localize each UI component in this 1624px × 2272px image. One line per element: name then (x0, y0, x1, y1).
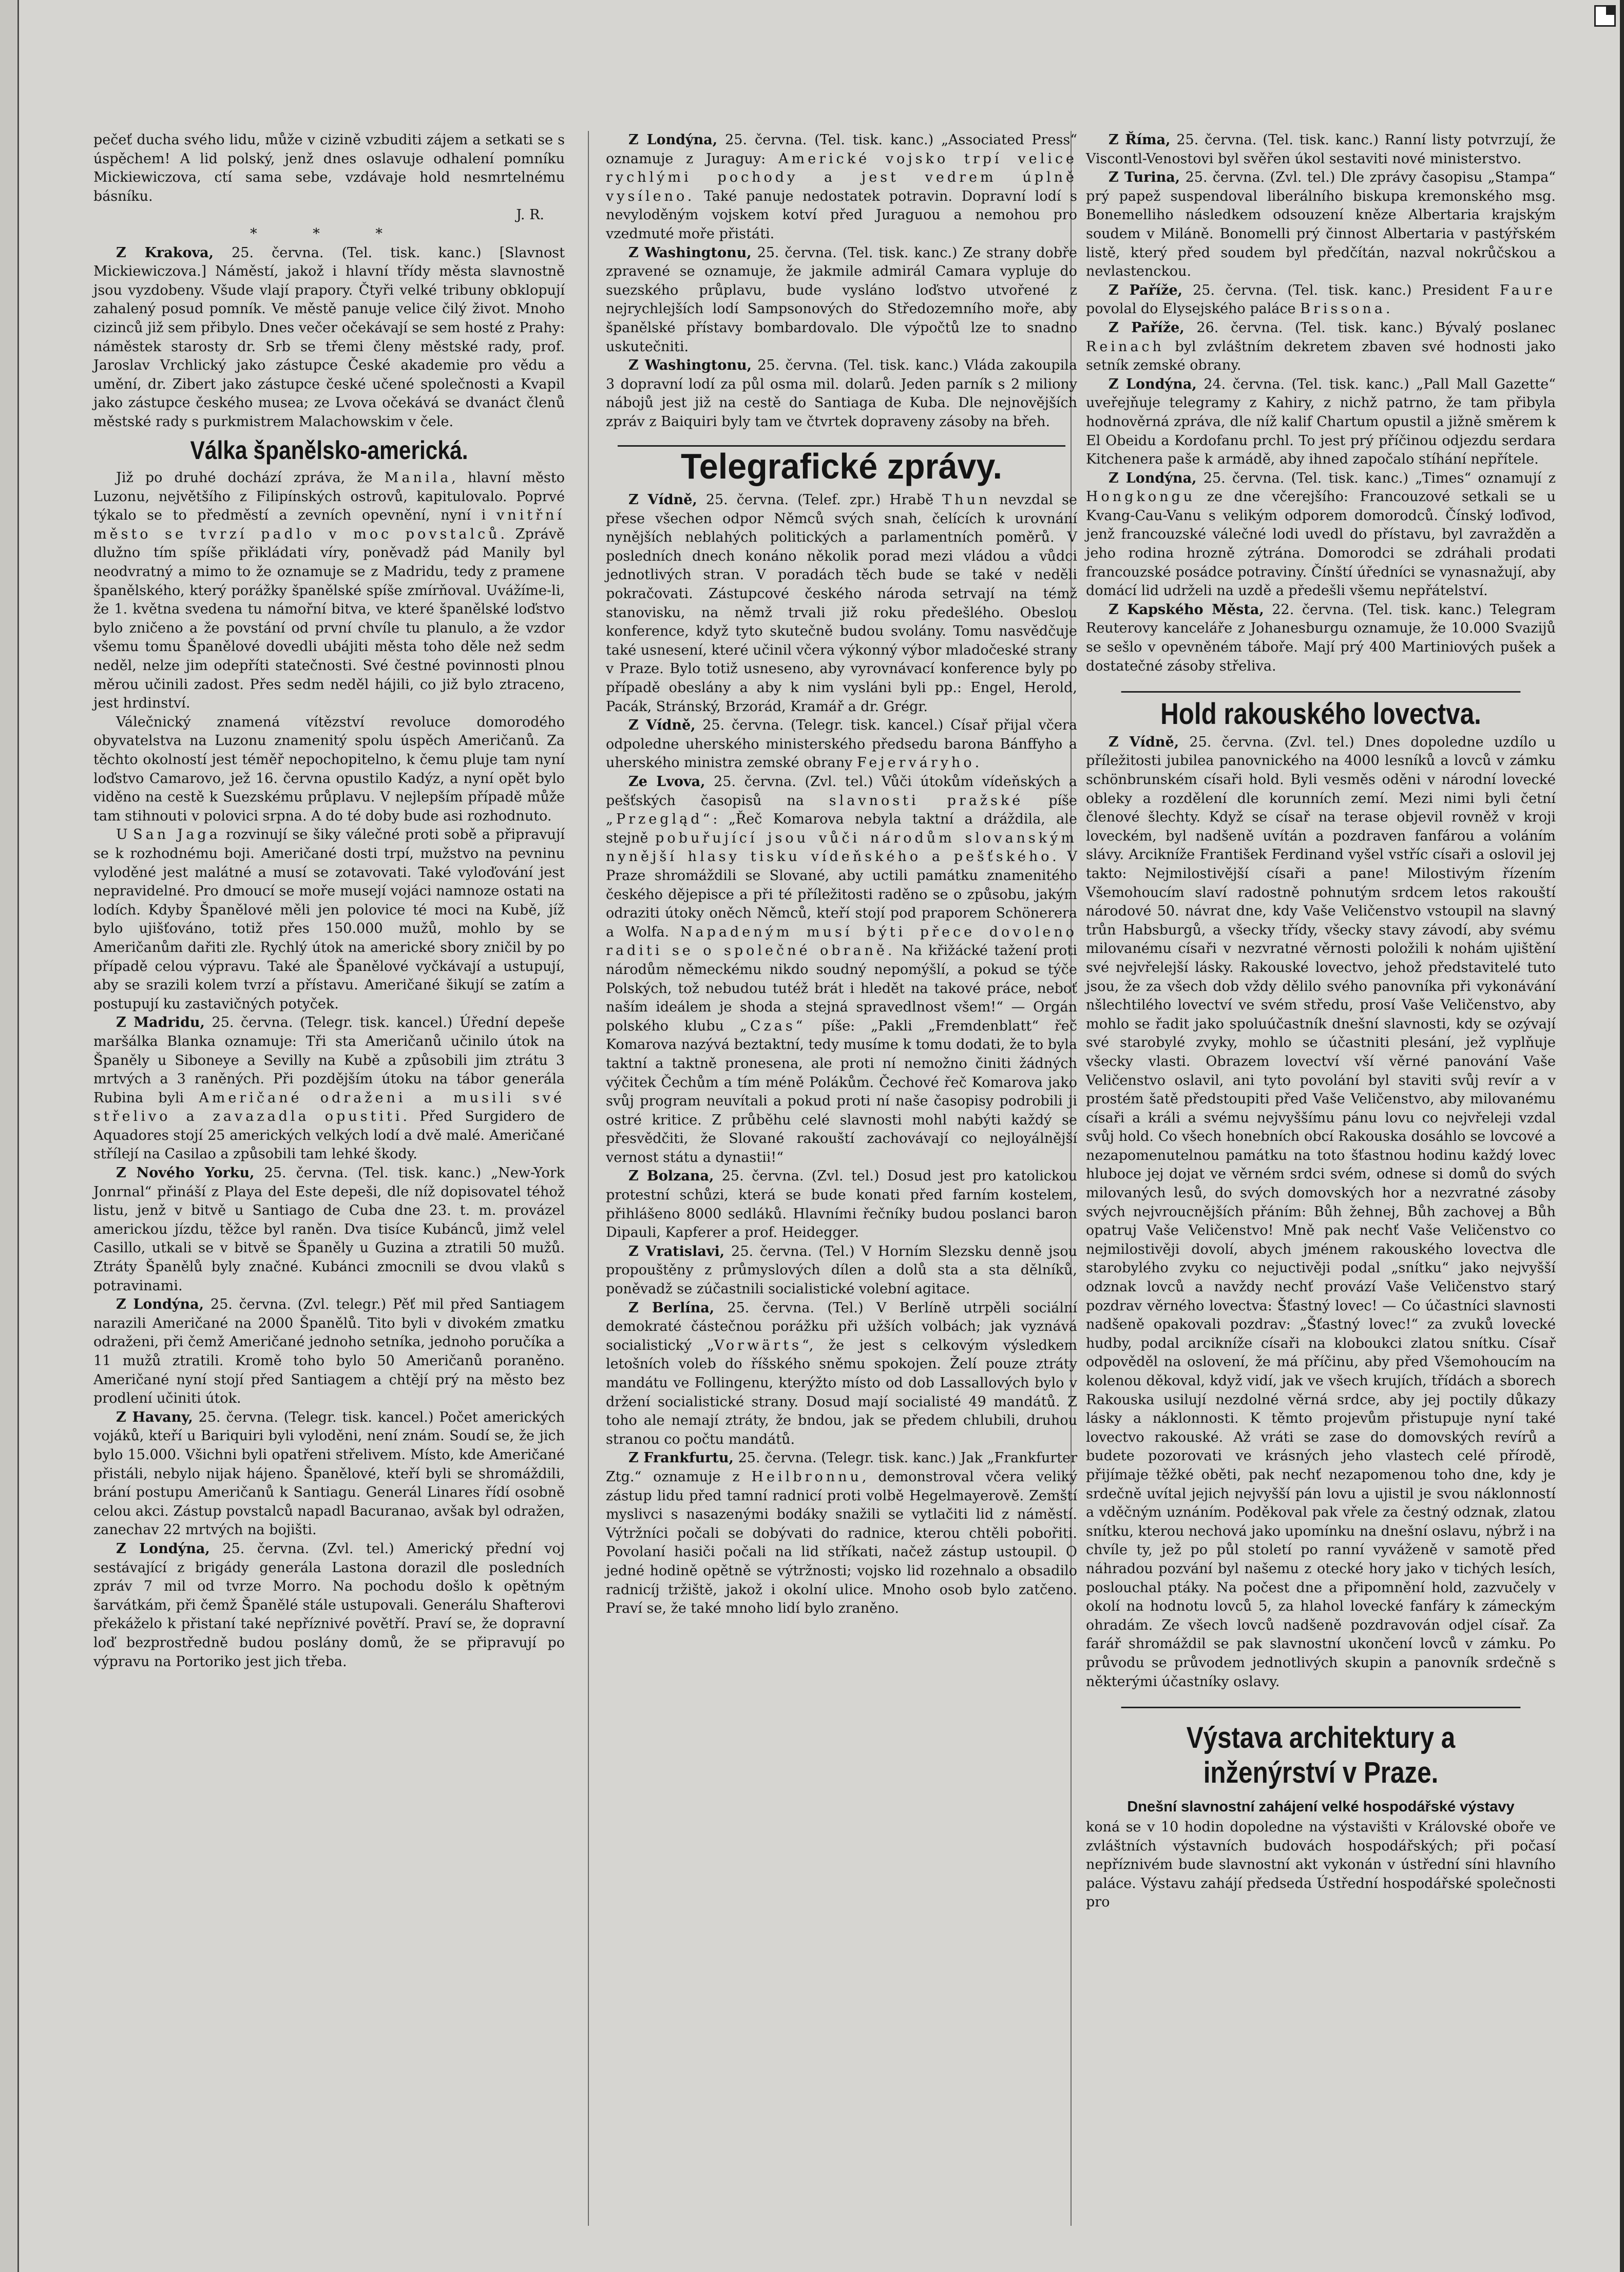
column-3 (1086, 131, 1556, 1912)
war-paragraph-3: U San Jaga rozvinují se šiky válečné proti sobě a připravují se k rozhodnému boji. Američané dosti trpí, mužstvo na pevninu vyloděné jest malátné a musí se zotavovati. Také vyloďování jest nepravidelné. Pro dmoucí se moře musejí vojáci namnoze ostati na lodích. Kdyby Španělové měli jen polovice té moci na Kubě, jíž bylo ujišťováno, totiž přes 150.000 mužů, mohlo by se Američanům dařiti zle. Rychlý útok na americké sbory zničil by po případě celou výpravu. Také ale Španělové vyčkávají a ustupují, aby se srazili kolem tvrzí a přístavu. Američané šikují se zatím a postupují ku zastavičných potyček. (93, 827, 565, 1012)
dispatch-london: Z Londýna, 25. června. (Tel. tisk. kanc.) „Associated Press“ oznamuje z Juraguy: Americké vojsko trpí velice rychlými pochody a jest vedrem úplně vysíleno. Také panuje nedostatek potravin. Dopravní lodí s nevyloděným vojskem kotví před Juraguou a nemohou pro vzedmuté moře přistáti. (606, 132, 1077, 242)
author-signature: J. R. (516, 207, 544, 223)
binding-strip (0, 0, 19, 2272)
column-rule (588, 131, 589, 2226)
dispatch-frankfurt: Z Frankfurtu, 25. června. (Telegr. tisk. kanc.) Jak „Frankfurter Ztg.“ oznamuje z Heilbronnu, demonstroval včera veliký zástup lidu před tamní radnicí proti volbě Hegelmayerově. Zemští myslivci s nasazenými bodáky snažili se vytlačiti lid z náměstí. Výtržníci počali se dobývati do radnice, kterou chtěli pobořiti. Povolaní hasiči počali na lid stříkati, načež zástup ustoupil. O jedné hodině opětně se výtržnosti; vojsko lid rozehnalo a obsadilo radnicíj tržiště, jakož i okolní ulice. Mnoho osob bylo zatčeno. Praví se, že také mnoho lidí bylo zraněno. (606, 1450, 1077, 1617)
dispatch-new-york: Z Nového Yorku, 25. června. (Tel. tisk. kanc.) „New-York Jonrnal“ přináší z Playa del Este depeši, dle níž dopisovatel téhož listu, jenž v bitvě u Santiago de Cuba dne 23. t. m. provázel americkou jízdu, těžce byl raněn. Dva tisíce Kubánců, jimž velel Casillo, utkali se v bitvě se Španěly u Guzina a ztratili 50 mužů. Ztráty Španělů byly značné. Kubánci zmocnili se dvou vlaků s potravinami. (93, 1165, 565, 1294)
article-continuation: pečeť ducha svého lidu, může v cizině vzbuditi zájem a setkati se s úspěchem! A lid polský, jenž dnes oslavuje odhalení pomníku Mickiewiczova, ctí sama sebe, vzdávaje hold nesmrtelnému básníku. (93, 132, 565, 204)
article-exhibition: koná se v 10 hodin dopoledne na výstavišti v Královské oboře ve zvláštních výstavních budovách hospodářských; při počasí nepříznivém bude slavnostní akt vykonán v ústřední síni hlavního paláce. Výstavu zahájí předseda Ústřední hospodářské společnosti pro (1086, 1819, 1556, 1911)
dispatch-london-1: Z Londýna, 25. června. (Zvl. telegr.) Pěť mil před Santiagem narazili Američané na 2000 Španělů. Tito byli v divokém zmatku odraženi, při čemž Američané jednoho setníka, jednoho poručíka a 11 mužů ztratili. Kromě toho bylo 50 Američanů poraněno. Američané nyní stojí před Santiagem a chtějí prý na město bez prodlení učiniti útok. (93, 1296, 565, 1407)
war-paragraph-2: Válečnický znamená vítězství revoluce domorodého obyvatelstva na Luzonu znamenitý spolu úspěch Američanů. Za těchto okolností jest téměř nepochopitelno, k čemu pluje tam nyní loďstvo Camarovo, jež 16. června opustilo Kadýz, a nyní opět bylo viděno na cestě k Suezskému průplavu. V nejlepším případě může tam stihnouti v polovici srpna. A do té doby bude asi rozhodnuto. (93, 714, 565, 824)
exhibition-lead: Dnešní slavnostní zahájení velké hospodářské výstavy (1127, 1799, 1515, 1816)
dispatch-bolzano: Z Bolzana, 25. června. (Zvl. tel.) Dosud jest pro katolickou protestní schůzi, která se bude konati před farním kostelem, přihlášeno 8000 sedláků. Hlavními řečníky budou poslanci baron Dipauli, Kapferer a prof. Heidegger. (606, 1168, 1077, 1241)
dispatch-turin: Z Turina, 25. června. (Zvl. tel.) Dle zprávy časopisu „Stampa“ prý papež suspendoval liberálního biskupa kremonského msg. Bonemelliho následkem odsouzení kněze Albertaria krajským soudem v Miláně. Bonomelli prý činnost Albertaria v pastýřském listě, který před soudem byl předčítán, nazval nokrůčskou a nevlastenckou. (1086, 169, 1556, 280)
dispatch-lvov: Ze Lvova, 25. června. (Zvl. tel.) Vůči útokům vídeňských a pešťských časopisů na slavnosti pražské píše „Przegląd“: „Řeč Komarova nebyla taktní a dráždila, ale stejně pobuřující jsou vůči národům slovanským nynější hlasy tisku vídeňského a pešťského. V Praze shromáždili se Slované, aby uctili památku znamenitého českého dějepisce a při té příležitosti raděno se o způsobu, jakým odraziti útoky oněch Němců, kteří stojí pod praporem Schönerera a Wolfa. Napadeným musí býti přece dovoleno raditi se o společné obraně. Na křižácké tažení proti národům německému nikdo soudný nepomýšlí, a pokud se týče Polských, tož nebudou tutéž brát i hledět na takové práce, neboť naším ideálem je shoda a stejná spravedlnost všem!“ — Orgán polského klubu „Czas“ píše: „Pakli „Fremdenblatt“ řeč Komarova nazývá beztaktní, tedy musíme k tomu dodati, že to byla taktní a taktně pronesena, ale proti ní nemožno činiti žádných výčitek Čechům a tím méně Polákům. Čechové řeč Komarova jako svůj program neuvítali a pokud proti ní naše časopisy podrobili ji ostré kritice. Z průběhu celé slavnosti mohl nabýti každý se přesvědčiti, že Slované rakouští zachovávají co nejloyálnější vernost státu a dynastii!“ (606, 774, 1078, 1166)
dispatch-washington-2: Z Washingtonu, 25. června. (Tel. tisk. kanc.) Vláda zakoupila 3 dopravní lodí za půl osma mil. dolarů. Jeden parník s 2 miliony nábojů jest již na cestě do Santiaga de Kuba. Dle nejnovějších zpráv z Baiquiri byly tam ve čtvrtek dopraveny zásoby na břeh. (606, 357, 1077, 430)
dispatch-wroclaw: Z Vratislavi, 25. června. (Tel.) V Horním Slezsku denně jsou propouštěny z průmyslových dílen a dolů sta a sta dělníků, poněvadž se zúčastnili socialistické volební agitace. (606, 1243, 1077, 1297)
heading-hunting-tribute: Hold rakouského lovectva. (1121, 691, 1521, 724)
dispatch-london-2: Z Londýna, 25. června. (Tel. tisk. kanc.) „Times“ oznamují z Hongkongu ze dne včerejšího: Francouzové setkali se u Kvang-Cau-Vanu s velikým odporem domorodců. Čínský loďivod, jenž francouzské válečné lodi uvedl do přístavu, byl zavražděn a jeho rodina hrozně zýtrána. Domorodci se zdráhali prodati francouzské posádce potraviny. Čínští úředníci se vynasnažují, aby domácí lid udrželi na uzdě a předešli všemu nepřátelství. (1086, 470, 1556, 599)
dispatch-berlin: Z Berlína, 25. června. (Tel.) V Berlíně utrpěli sociální demokraté částečnou porážku při užších volbách; jak vyznává socialistický „Vorwärts“, že jest s celkovým výsledkem letošních voleb do říšského sněmu spokojen. Želí pouze ztráty mandátu ve Follingenu, kterýžto místo od dob Lassallových bylo v držení socialistické strany. Dosud mají socialisté 49 mandátů. Z toho ale nemají ztráty, že bndou, jak se předem chlubili, druhou stranou co počtu mandátů. (606, 1300, 1077, 1447)
dispatch-paris-2: Z Paříže, 26. června. (Tel. tisk. kanc.) Bývalý poslanec Reinach byl zvláštním dekretem zbaven své hodnosti jako setník zemské obrany. (1086, 319, 1556, 374)
scan-corner-marker (1594, 5, 1616, 27)
dispatch-cape-town: Z Kapského Města, 22. června. (Tel. tisk. kanc.) Telegram Reuterovy kanceláře z Johanesburgu oznamuje, že 10.000 Svazijů se sešlo v opevněném táboře. Mají prý 400 Martiniových pušek a dostatečné zásoby střeliva. (1086, 601, 1556, 674)
dispatch-krakov: Z Krakova, 25. června. (Tel. tisk. kanc.) [Slavnost Mickiewiczova.] Náměstí, jakož i hlavní třídy města slavnostně jsou vyzdobeny. Všude vlají prapory. Čtyři velké tribuny obklopují zahalený posud pomník. Ve městě panuje velice čilý život. Mnoho cizinců již sem přibylo. Dnes večer očekávají se sem hosté z Prahy: náměstek starosty dr. Srb se třemi členy městské rady, prof. Jaroslav Vrchlický jako zástupce České akademie pro vědu a umění, dr. Zibert jako zástupce české učené společnosti a Kvapil jako zástupce českého musea; ze Lvova očekává se dvanáct členů městské rady s purkmistrem Malachowskim v čele. (93, 244, 565, 430)
dispatch-washington-1: Z Washingtonu, 25. června. (Tel. tisk. kanc.) Ze strany dobře zpravené se oznamuje, že jakmile admirál Camara vypluje do suezského průplavu, bude vysláno loďstvo utvořené z nejrychlejších lodí Sampsonových do Středozemního moře, aby španělské přístavy bombardovalo. Dle výpočtů lze to snadno uskutečniti. (606, 244, 1077, 355)
dispatch-madrid: Z Madridu, 25. června. (Telegr. tisk. kancel.) Úřední depeše maršálka Blanka oznamuje: Tři sta Američanů učinilo útok na Španěly u Siboneye a Sevilly na Kubě a způsobili jim ztrátu 3 mrtvých a 3 raněných. Při pozdějším útoku na tábor generála Rubina byli Američané odraženi a musili své střelivo a zavazadla opustiti. Před Surgidero de Aquadores stojí 25 amerických velkých lodí a dvě malé. Američané střílejí na Casilao a způsobili tam lehké škody. (93, 1015, 565, 1162)
war-paragraph-1: Již po druhé dochází zpráva, že Manila, hlavní město Luzonu, největšího z Filipínských ostrovů, kapitulovalo. Poprvé týkalo se to předměstí a zevních opevnění, nyní i vnitřní město se tvrzí padlo v moc povstalců. Zprávě dlužno tím spíše přikládati víry, poněvadž pád Manily byl neodvratný a mimo to že oznamuje se z Madridu, tedy z pramene španělského, který porážky španělské spíše zmírňoval. Uvážíme-li, že 1. května svedena tu námořní bitva, ve které španělské loďstvo bylo zničeno a že povstání od první chvíle tu planulo, a že vzdor všemu tomu Španělové dovedli ubájiti města toho děle než sedm neděl, nelze jim odepříti statečnosti. Své čestné povinnosti plnou měrou učinili zadost. Přes sedm neděl hájili, co již bylo ztraceno, jest hrdinství. (93, 470, 565, 712)
column-2 (606, 131, 1077, 1618)
dispatch-london-1: Z Londýna, 24. června. (Tel. tisk. kanc.) „Pall Mall Gazette“ uveřejňuje telegramy z Kahiry, z nichž patrno, že tam přibyla hodnověrná zpráva, dle níž kalif Chartum opustil a jižně směrem k El Obeidu a Kordofanu prchl. To jest prý příčinou odjezdu serdara Kitchenera paše k armádě, aby ihned započalo stíhání nepřítele. (1086, 376, 1556, 468)
article-hunting-tribute: Z Vídně, 25. června. (Zvl. tel.) Dnes dopoledne uzdílo u příležitosti jubilea panovnického na 4000 lesníků a lovců v zámku schönbrunském císaři hold. Byli vesměs oděni v národní lovecké oblekу a rozdělení dle korunních zemí. Mezi nimi byli četní členové šlechty. Když se císař na terase objevil rovněž v kroji loveckém, byl nadšeně uvítán a pozdraven fanfárou a voláním slávy. Arcikníže František Ferdinand vyšel vstříc císaři a oslovil jej takto: Nejmilostivější císaři a pane! Milostivým řízením Všemohoucím slaví radostně pohnutým srdcem letos rakouští národové 50. návrat dne, kdy Vaše Veličenstvo vstoupil na slavný trůn Habsburgů, a všecky třídy, všecky stavy závodí, aby svému milovanému císaři v nezvratné věrnosti položili k nohám ujištění své nejvřelejší lásky. Rakouské lovectvo, jehož představitelé tuto jsou, že za všech dob vždy dělilo svého panovníka při vykonávání nšlechtilého lovectví ve svém středu, prosí Vaše Veličenstvo, aby mohlo se řadit jako spoluúčastník dnešní slavnosti, kdy se ozývají své starobylé zvyky, mohlo se účastniti plesání, jež vyplňuje všecky vlasti. Obrazem lovectví vší věrné panování Vaše Veličenstvo oslavil, ani tyto povolání byl staviti svůj revír a v prostém šatě předstoupiti před Vaše Veličenstvo, aby milovanému císaři a králi a svému nejvyššímu pánu lovu co nejvřeleji vzdal svůj hold. Co všech honebních obcí Rakouska dosáhlo se lovcové a nezapomenutelnou památku na toto šťastnou hodinu každý lovec hluboce jej dojat ve věrném srdci svém, odnese si domů do svých milovaných lesů, do svých domovských hor a nezvratné zásoby svých nejvroucnějších přáním: Bůh žehnej, Bůh zachovej a Bůh opatruj Vaše Veličenstvo! Mně pak nechť Vaše Veličenstvo co nejmilostivěji dovolí, abych jménem rakouského lovectva dle starobylého zvyku co nejuctivěji podal „snítku“ jako nejvyšší odznak lovců a navždy nechť provází Vaše Veličenstvo starý pozdrav věrného lovectva: Šťastný lovec! — Co účastníci slavnosti nadšeně opakovali pozdrav: „Šťastný lovec!“ za zvuků lovecké hudby, podal arcikníže císaři na kloboukci zlatou snítku. Císař odpověděl na oslovení, že má příčinu, aby před Všemohoucím na kolenou děkoval, když vidí, jak ve všech krujích, třídách a sborech Rakouska usilují nezdolné věrná srdce, aby jej poctily důkazy lásky a náklonnosti. K těmto projevům přistupuje nyní také lovectvo rakouské. Až vráti se zase do domovských revírů a budete pozorovati ve krásných jeho vlastech celé přírodě, přijímaje těžké oběti, pak nechť nezapomenou toho dne, kdy je srdečně uvítal jejich nejvyšší pán lovu a ujistil je svou náklonností a vděčným uznáním. Poděkoval pak vřele za čestný odznak, zlatou snítku, kterou nechová jako upomínku na dnešní oslavu, nýbrž i na chvíle ty, jež po půl století po ranní vyváženě v samotě před náhradou pozvání byl našemu z otecké hory jako v tichých lesích, poslouchal ptáky. Na počest dne a připomnění hold, zazvučely v okolí na hodnotu lovců 5, za hlahol lovecké fanfáry k zámeckým ohradám. Ze všech lovců nadšeně pozdravován odjel císař. Za farář shromáždil se pak slavnostní ukončení lovců v zámku. Po průvodu se průvodem jednotlivých skupin a panovník srdečně s některými účastníky oslavy. (1086, 734, 1556, 1690)
heading-war: Válka španělsko-americká. (190, 435, 468, 465)
page-edge (1620, 0, 1624, 2272)
dispatch-vienna-1: Z Vídně, 25. června. (Telef. zpr.) Hrabě Thun nevzdal se přese všechen odpor Němců svých snah, čelících k urovnání nynějších neblahých politických a parlamentních poměrů. V posledních dnech konáno několik porad mezi vládou a vůdci jednotlivých stran. V poradách těch bude se také v neděli pokračovati. Zástupcové českého národa setrvají na témž stanovisku, na němž trvali již roku předešlého. Obeslou konference, když tyto skutečně budou svolány. Tomu nasvědčuje také usnesení, které učinil včera výkonný výbor mladočeské strany v Praze. Bylo totiž usneseno, aby vyrovnávací konference byly po případě obeslány a aby k nim vysláni byli pp.: Engel, Herold, Pacák, Stránský, Brzorád, Kramář a dr. Grégr. (606, 492, 1078, 715)
dispatch-rome: Z Říma, 25. června. (Tel. tisk. kanc.) Ranní listy potvrzují, že Viscontl-Venostovi byl svěřen úkol sestaviti nové ministerstvo. (1086, 132, 1556, 167)
heading-exhibition: Výstava architektury a inženýrství v Praze. (1121, 1707, 1521, 1790)
heading-telegrams: Telegrafické zprávy. (618, 445, 1065, 476)
dispatch-havana: Z Havany, 25. června. (Telegr. tisk. kancel.) Počet amerických vojáků, kteří u Bariquiri byli vyloděni, není znám. Soudí se, že jich bylo 15.000. Všichni byli opatřeni střelivem. Místo, kde Američané přistáli, nebylo nijak hájeno. Španělové, kteří byli se shromáždili, brání postupu Američanů k Santiagu. Generál Linares řídí osobně celou akci. Zástup povstalců napadl Bacuranao, avšak byl odražen, zanechav 22 mrtvých na bojišti. (93, 1409, 565, 1538)
column-1 (93, 131, 565, 1671)
dispatch-vienna-2: Z Vídně, 25. června. (Telegr. tisk. kancel.) Císař přijal včera odpoledne uherského ministerského předsedu barona Bánffyho a uherského ministra zemské obrany Fejerváryho. (606, 717, 1077, 771)
section-divider: * * * (250, 225, 408, 242)
dispatch-paris-1: Z Paříže, 25. června. (Tel. tisk. kanc.) President Faure povolal do Elysejského paláce Brissona. (1086, 282, 1556, 317)
newspaper-page (82, 131, 1556, 2241)
dispatch-london-2: Z Londýna, 25. června. (Zvl. tel.) Americký přední voj sestávající z brigády generála Lastona dorazil dle posledních zpráv 7 mil od tvrze Morro. Na pochodu došlo k opětným šarvátkám, při čemž Španělé stále ustupovali. Generálu Shafterovi překáželo k přistaní také nepříznivé povětří. Praví se, že dopravní loď bezprostředně budou poslány domů, že se připravují po výpravu na Portoriko jest jich třeba. (93, 1540, 565, 1670)
